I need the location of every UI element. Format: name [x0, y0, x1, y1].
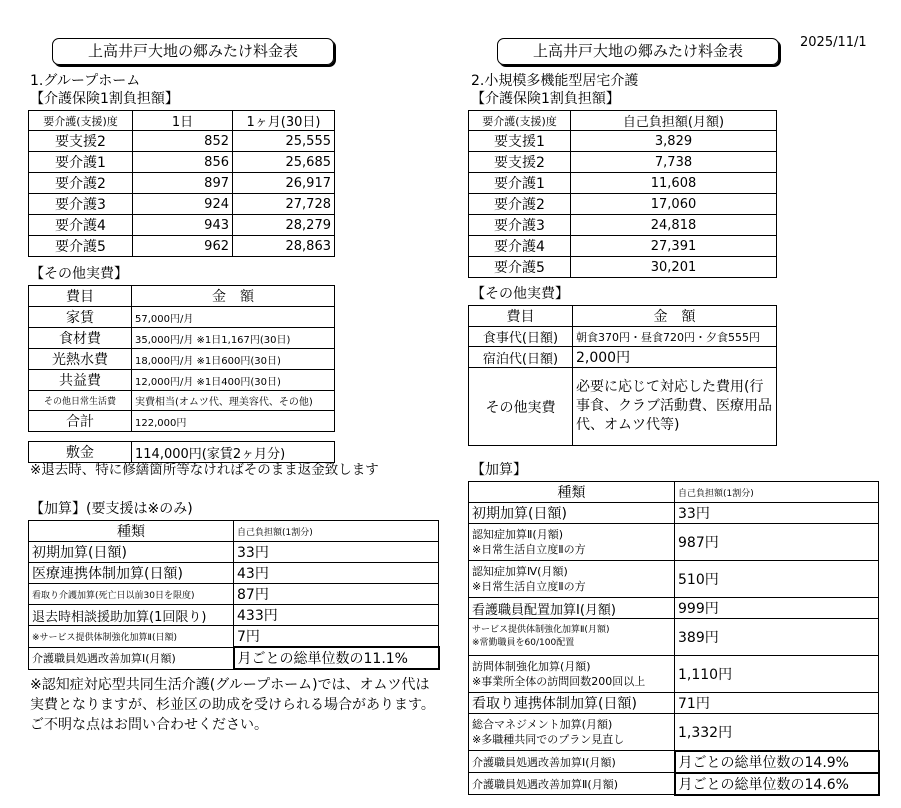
table-row — [29, 349, 335, 370]
expense-item: その他実費 — [469, 368, 573, 446]
left-care-heading: 【介護保険1割負担額】 — [30, 91, 179, 107]
expense-amount: 57,000円/月 — [132, 307, 335, 328]
expense-amount: 2,000円 — [573, 347, 777, 368]
daily-cost: 897 — [133, 173, 233, 194]
table-row — [29, 626, 439, 648]
addition-title: 認知症加算Ⅱ(月額) — [472, 528, 563, 541]
daily-cost: 943 — [133, 215, 233, 236]
addition-value: 433円 — [234, 605, 439, 626]
expense-item: 宿泊代(日額) — [469, 347, 573, 368]
addition-name: 退去時相談援助加算(1回限り) — [29, 605, 234, 626]
table-row — [469, 656, 879, 693]
table-row — [469, 347, 777, 368]
table-header-row — [29, 286, 335, 307]
addition-value: 987円 — [675, 524, 879, 561]
right-title: 上高井戸大地の郷みたけ料金表 — [497, 38, 779, 65]
table-row — [469, 561, 879, 598]
addition-value: 月ごとの総単位数の11.1% — [234, 647, 439, 669]
monthly-cost: 30,201 — [571, 257, 777, 278]
table-row — [469, 503, 879, 524]
table-row — [469, 368, 777, 446]
table-row — [469, 131, 777, 152]
care-level: 要介護3 — [469, 215, 571, 236]
right-section-heading: 2.小規模多機能型居宅介護 — [471, 73, 639, 89]
table-row — [29, 215, 335, 236]
addition-name: 介護職員処遇改善加算Ⅰ(月額) — [29, 647, 234, 669]
addition-name: 介護職員処遇改善加算Ⅱ(月額) — [469, 773, 675, 795]
addition-name — [469, 619, 675, 656]
addition-value: 87円 — [234, 584, 439, 605]
monthly-cost: 28,279 — [233, 215, 335, 236]
expense-amount: 朝食370円・昼食720円・夕食555円 — [573, 327, 777, 347]
addition-value: 43円 — [234, 563, 439, 584]
addition-value: 月ごとの総単位数の14.9% — [675, 751, 879, 773]
table-row — [29, 563, 439, 584]
care-level: 要支援2 — [29, 131, 133, 152]
expense-amount: 18,000円/月 ※1日600円(30日) — [132, 349, 335, 370]
table-row — [469, 714, 879, 751]
addition-value: 1,332円 — [675, 714, 879, 751]
monthly-cost: 24,818 — [571, 215, 777, 236]
column-header: 自己負担額(1割分) — [675, 482, 879, 503]
addition-name — [469, 561, 675, 598]
care-level: 要介護5 — [29, 236, 133, 257]
table-row — [29, 647, 439, 669]
column-header: 金 額 — [132, 286, 335, 307]
column-header: 種類 — [469, 482, 675, 503]
table-row — [29, 391, 335, 411]
care-level: 要介護2 — [29, 173, 133, 194]
table-row — [29, 328, 335, 349]
addition-name — [469, 656, 675, 693]
deposit-label: 敷金 — [29, 442, 132, 463]
table-row — [469, 327, 777, 347]
table-row — [469, 215, 777, 236]
column-header: 種類 — [29, 521, 234, 542]
addition-value: 71円 — [675, 693, 879, 714]
addition-name: 看取り連携体制加算(日額) — [469, 693, 675, 714]
left-add-table — [28, 520, 440, 670]
addition-name: 医療連携体制加算(日額) — [29, 563, 234, 584]
column-header: 金 額 — [573, 306, 777, 327]
table-row — [29, 542, 439, 563]
expense-item: 食材費 — [29, 328, 132, 349]
right-care-table — [468, 110, 777, 278]
table-row — [469, 236, 777, 257]
left-section-heading: 1.グループホーム — [30, 73, 141, 89]
addition-title: 訪問体制強化加算(月額) — [472, 660, 591, 673]
date-label: 2025/11/1 — [800, 35, 867, 50]
table-row — [29, 307, 335, 328]
care-level: 要介護4 — [469, 236, 571, 257]
monthly-cost: 27,391 — [571, 236, 777, 257]
table-row — [469, 194, 777, 215]
table-row — [29, 605, 439, 626]
expense-item: 食事代(日額) — [469, 327, 573, 347]
monthly-cost: 11,608 — [571, 173, 777, 194]
table-row — [469, 619, 879, 656]
addition-name — [469, 714, 675, 751]
column-header: 1日 — [133, 111, 233, 131]
addition-name: 介護職員処遇改善加算Ⅰ(月額) — [469, 751, 675, 773]
column-header: 自己負担額(月額) — [571, 111, 777, 131]
addition-note: ※多職種共同でのプラン見直し — [472, 733, 625, 746]
addition-value: 1,110円 — [675, 656, 879, 693]
addition-note: ※常勤職員を60/100配置 — [472, 638, 575, 648]
left-other-heading: 【その他実費】 — [30, 266, 128, 282]
table-header-row — [29, 111, 335, 131]
table-header-row — [469, 111, 777, 131]
monthly-cost: 3,829 — [571, 131, 777, 152]
column-header: 要介護(支援)度 — [29, 111, 133, 131]
monthly-cost: 25,555 — [233, 131, 335, 152]
column-header: 費目 — [469, 306, 573, 327]
care-level: 要支援2 — [469, 152, 571, 173]
table-row — [29, 584, 439, 605]
monthly-cost: 27,728 — [233, 194, 335, 215]
table-row — [29, 131, 335, 152]
right-add-heading: 【加算】 — [471, 462, 527, 478]
addition-name: 初期加算(日額) — [469, 503, 675, 524]
expense-amount: 12,000円/月 ※1日400円(30日) — [132, 370, 335, 391]
care-level: 要介護3 — [29, 194, 133, 215]
care-level: 要介護5 — [469, 257, 571, 278]
left-add-heading: 【加算】(要支援は※のみ) — [30, 501, 193, 517]
table-row — [469, 152, 777, 173]
column-header: 自己負担額(1割分) — [234, 521, 439, 542]
addition-name: ※サービス提供体制強化加算Ⅱ(日額) — [29, 626, 234, 648]
monthly-cost: 28,863 — [233, 236, 335, 257]
addition-note: ※事業所全体の訪問回数200回以上 — [472, 675, 646, 688]
addition-name — [469, 524, 675, 561]
daily-cost: 962 — [133, 236, 233, 257]
table-row — [29, 411, 335, 432]
deposit-value: 114,000円(家賃2ヶ月分) — [132, 442, 335, 463]
addition-value: 7円 — [234, 626, 439, 648]
addition-title: 認知症加算Ⅳ(月額) — [472, 565, 568, 578]
addition-value: 999円 — [675, 598, 879, 619]
right-other-heading: 【その他実費】 — [471, 286, 569, 302]
table-row — [469, 598, 879, 619]
table-row — [29, 194, 335, 215]
table-row — [469, 773, 879, 795]
table-row — [469, 751, 879, 773]
addition-value: 389円 — [675, 619, 879, 656]
care-level: 要介護4 — [29, 215, 133, 236]
daily-cost: 924 — [133, 194, 233, 215]
addition-name: 初期加算(日額) — [29, 542, 234, 563]
care-level: 要支援1 — [469, 131, 571, 152]
addition-value: 33円 — [675, 503, 879, 524]
expense-amount: 35,000円/月 ※1日1,167円(30日) — [132, 328, 335, 349]
deposit-note: ※退去時、特に修繕箇所等なければそのまま返金致します — [30, 462, 379, 478]
addition-title: サービス提供体制強化加算Ⅱ(月額) — [472, 625, 610, 635]
column-header: 1ヶ月(30日) — [233, 111, 335, 131]
care-level: 要介護1 — [469, 173, 571, 194]
addition-note: ※日常生活自立度Ⅱの方 — [472, 543, 586, 556]
expense-amount: 実費相当(オムツ代、理美容代、その他) — [132, 391, 335, 411]
expense-item: 合計 — [29, 411, 132, 432]
table-row — [469, 173, 777, 194]
table-row — [29, 370, 335, 391]
table-header-row — [469, 306, 777, 327]
table-row — [469, 524, 879, 561]
table-header-row — [469, 482, 879, 503]
right-other-table — [468, 305, 777, 446]
daily-cost: 852 — [133, 131, 233, 152]
monthly-cost: 26,917 — [233, 173, 335, 194]
table-row — [29, 173, 335, 194]
column-header: 費目 — [29, 286, 132, 307]
care-level: 要介護2 — [469, 194, 571, 215]
table-row — [469, 693, 879, 714]
right-care-heading: 【介護保険1割負担額】 — [471, 91, 620, 107]
addition-title: 総合マネジメント加算(月額) — [472, 718, 613, 731]
expense-item: 家賃 — [29, 307, 132, 328]
table-row — [29, 152, 335, 173]
monthly-cost: 7,738 — [571, 152, 777, 173]
expense-item: 光熱水費 — [29, 349, 132, 370]
care-level: 要介護1 — [29, 152, 133, 173]
expense-item: その他日常生活費 — [29, 391, 132, 411]
deposit-table — [28, 441, 335, 463]
addition-value: 33円 — [234, 542, 439, 563]
expense-amount: 必要に応じて対応した費用(行事食、クラブ活動費、医療用品代、オムツ代等) — [573, 368, 777, 446]
daily-cost: 856 — [133, 152, 233, 173]
left-care-table — [28, 110, 335, 257]
addition-name: 看護職員配置加算Ⅰ(月額) — [469, 598, 675, 619]
left-footnote: ※認知症対応型共同生活介護(グループホーム)では、オムツ代は実費となりますが、杉並区の助成を受けられる場合があります。ご不明な点はお問い合わせください。 — [30, 677, 435, 733]
column-header: 要介護(支援)度 — [469, 111, 571, 131]
expense-item: 共益費 — [29, 370, 132, 391]
table-row — [469, 257, 777, 278]
addition-name: 看取り介護加算(死亡日以前30日を限度) — [29, 584, 234, 605]
addition-note: ※日常生活自立度Ⅱの方 — [472, 580, 586, 593]
left-title: 上高井戸大地の郷みたけ料金表 — [52, 38, 334, 65]
table-row — [29, 236, 335, 257]
addition-value: 510円 — [675, 561, 879, 598]
expense-amount: 122,000円 — [132, 411, 335, 432]
table-row — [29, 442, 335, 463]
monthly-cost: 17,060 — [571, 194, 777, 215]
right-add-table — [468, 481, 880, 796]
table-header-row — [29, 521, 439, 542]
addition-value: 月ごとの総単位数の14.6% — [675, 773, 879, 795]
monthly-cost: 25,685 — [233, 152, 335, 173]
left-other-table — [28, 285, 335, 432]
